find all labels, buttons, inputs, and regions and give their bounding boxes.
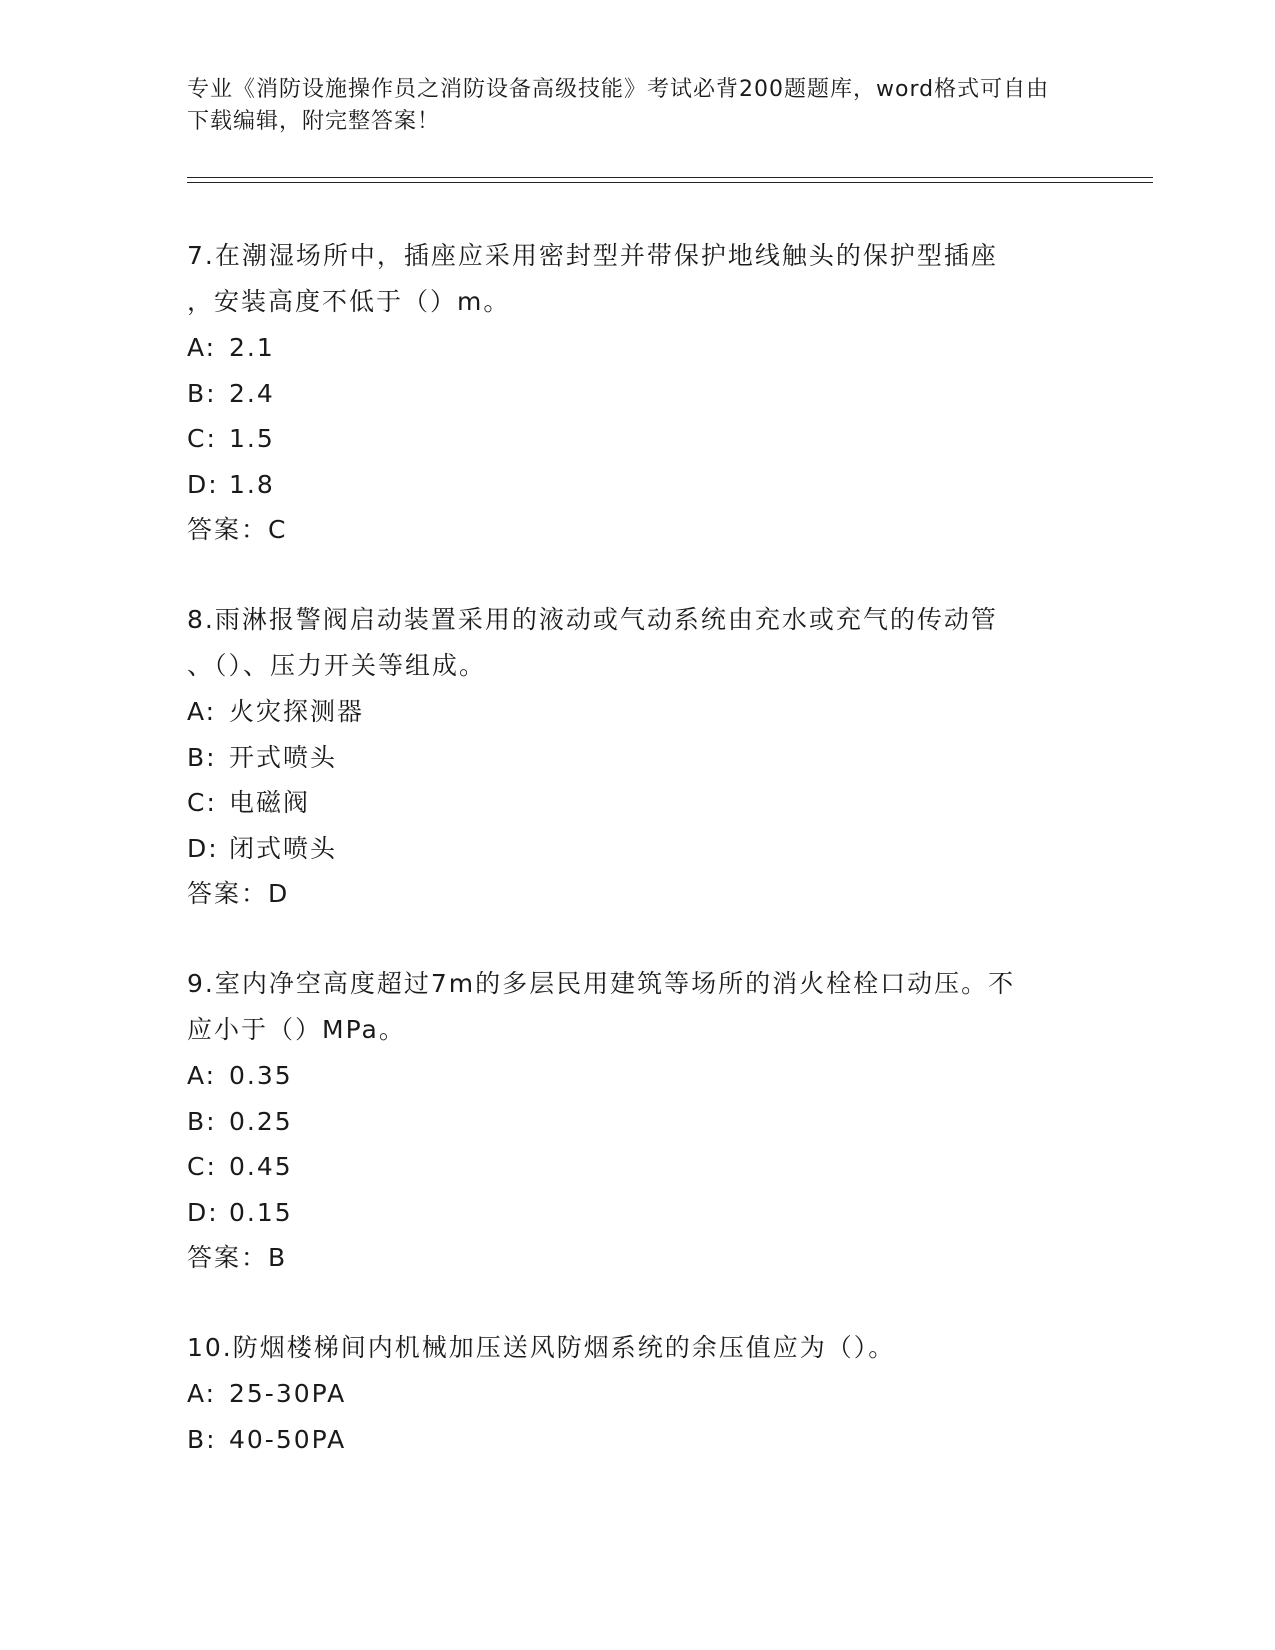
option-a <box>187 325 1087 371</box>
header-intro-text: 专业《消防设施操作员之消防设备高级技能》考试必背200题题库，word格式可自由下载编辑，附完整答案！ <box>187 77 1050 134</box>
option-key: B: <box>187 1106 217 1136</box>
question-stem-line: 7.在潮湿场所中，插座应采用密封型并带保护地线触头的保护型插座 <box>187 241 998 270</box>
option-text: 0.15 <box>229 1197 293 1227</box>
question-9 <box>187 961 1087 1281</box>
question-10 <box>187 1325 1087 1462</box>
header-divider-top <box>187 177 1153 178</box>
option-key: A: <box>187 697 217 726</box>
option-key: A: <box>187 1379 217 1408</box>
option-key: B: <box>187 1424 217 1454</box>
header-divider-bottom <box>187 182 1153 183</box>
answer-line: 答案：C <box>187 515 288 544</box>
question-7 <box>187 233 1087 553</box>
option-key: A: <box>187 1061 217 1090</box>
option-key: D: <box>187 1197 219 1227</box>
question-stem-line: 、（）、压力开关等组成。 <box>187 651 487 680</box>
option-key: D: <box>187 833 219 863</box>
option-key: C: <box>187 1152 217 1181</box>
option-text: 2.1 <box>229 333 275 362</box>
question-8 <box>187 597 1087 917</box>
option-text: 1.5 <box>229 424 275 453</box>
option-text: 0.45 <box>229 1152 293 1181</box>
option-text: 0.35 <box>229 1061 293 1090</box>
question-stem-line: ，安装高度不低于（）m。 <box>187 287 511 316</box>
option-text: 25-30PA <box>229 1379 347 1408</box>
option-b <box>187 1099 1087 1145</box>
option-d <box>187 1190 1087 1236</box>
question-stem-line: 应小于（）MPa。 <box>187 1015 406 1044</box>
option-a <box>187 1053 1087 1099</box>
option-b <box>187 1417 1087 1463</box>
option-text: 1.8 <box>229 469 275 499</box>
answer-line: 答案：B <box>187 1243 288 1272</box>
option-key: D: <box>187 469 219 499</box>
question-stem-line: 9.室内净空高度超过7m的多层民用建筑等场所的消火栓栓口动压。不 <box>187 969 1016 998</box>
option-b <box>187 371 1087 417</box>
option-text: 0.25 <box>229 1106 293 1136</box>
question-stem-line: 10.防烟楼梯间内机械加压送风防烟系统的余压值应为（）。 <box>187 1333 896 1362</box>
option-a <box>187 689 1087 735</box>
option-d <box>187 826 1087 872</box>
option-key: B: <box>187 742 217 772</box>
option-c <box>187 1144 1087 1190</box>
answer-line: 答案：D <box>187 879 290 908</box>
option-c <box>187 780 1087 826</box>
option-c <box>187 416 1087 462</box>
option-text: 40-50PA <box>229 1424 347 1454</box>
option-text: 开式喷头 <box>229 742 338 772</box>
option-text: 火灾探测器 <box>229 697 365 726</box>
option-b <box>187 735 1087 781</box>
option-key: B: <box>187 378 217 408</box>
option-text: 闭式喷头 <box>229 833 338 863</box>
option-key: A: <box>187 333 217 362</box>
document-header <box>187 74 1067 138</box>
option-key: C: <box>187 424 217 453</box>
question-stem-line: 8.雨淋报警阀启动装置采用的液动或气动系统由充水或充气的传动管 <box>187 605 998 634</box>
option-key: C: <box>187 788 217 817</box>
option-d <box>187 462 1087 508</box>
option-a <box>187 1371 1087 1417</box>
option-text: 2.4 <box>229 378 275 408</box>
option-text: 电磁阀 <box>229 788 311 817</box>
